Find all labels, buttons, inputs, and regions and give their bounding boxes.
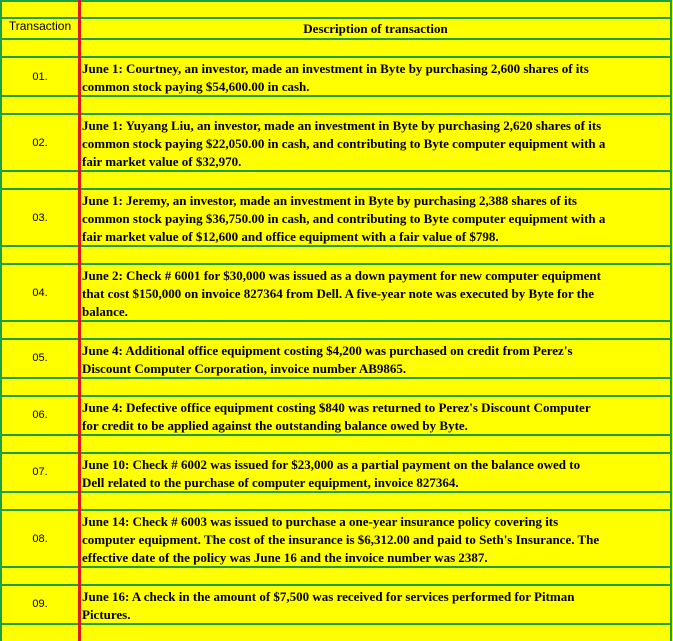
gridline <box>0 38 671 40</box>
transaction-description[interactable] <box>82 513 668 567</box>
description-line: Dell related to the purchase of computer equipment, invoice 827364. <box>82 475 459 490</box>
gridline <box>0 395 671 397</box>
gridline <box>0 0 671 2</box>
description-line: June 1: Jeremy, an investor, made an investment in Byte by purchasing 2,388 shares of its <box>82 193 577 208</box>
transaction-number[interactable]: 04. <box>32 287 48 299</box>
transaction-description[interactable] <box>82 60 668 96</box>
gridline <box>670 0 672 641</box>
transaction-number[interactable]: 08. <box>32 533 48 545</box>
gridline <box>0 56 671 58</box>
description-line: June 10: Check # 6002 was issued for $23,000 as a partial payment on the balance owed to <box>82 457 581 472</box>
transaction-number[interactable]: 01. <box>32 71 48 83</box>
description-line: June 4: Additional office equipment costing $4,200 was purchased on credit from Perez's <box>82 343 573 358</box>
gridline <box>0 452 671 454</box>
gridline <box>0 338 671 340</box>
description-column-header[interactable]: Description of transaction <box>303 21 448 36</box>
description-line: June 1: Courtney, an investor, made an investment in Byte by purchasing 2,600 shares of its <box>82 61 589 76</box>
gridline <box>0 188 671 190</box>
transaction-number[interactable]: 02. <box>32 137 48 149</box>
transaction-description[interactable] <box>82 267 668 321</box>
column-divider <box>78 0 81 641</box>
description-line: fair market value of $12,600 and office equipment with a fair value of $798. <box>82 229 499 244</box>
transaction-description[interactable] <box>82 399 668 435</box>
transaction-number[interactable]: 03. <box>32 212 48 224</box>
transaction-description[interactable] <box>82 117 668 171</box>
gridline <box>0 584 671 586</box>
transaction-number[interactable]: 09. <box>32 598 48 610</box>
transaction-number[interactable]: 07. <box>32 466 48 478</box>
description-line: June 16: A check in the amount of $7,500 was received for services performed for Pitman <box>82 589 575 604</box>
description-line: common stock paying $54,600.00 in cash. <box>82 79 310 94</box>
description-line: computer equipment. The cost of the insurance is $6,312.00 and paid to Seth's Insurance. The <box>82 532 600 547</box>
description-line: June 2: Check # 6001 for $30,000 was issued as a down payment for new computer equipment <box>82 268 601 283</box>
description-line: that cost $150,000 on invoice 827364 from Dell. A five-year note was executed by Byte for the <box>82 286 594 301</box>
transaction-column-header[interactable]: Transaction <box>8 19 72 33</box>
description-line: Pictures. <box>82 607 131 622</box>
gridline <box>0 509 671 511</box>
transaction-description[interactable] <box>82 588 668 624</box>
transaction-number[interactable]: 06. <box>32 409 48 421</box>
description-line: June 1: Yuyang Liu, an investor, made an investment in Byte by purchasing 2,620 shares of its <box>82 118 602 133</box>
description-line: June 14: Check # 6003 was issued to purchase a one-year insurance policy covering its <box>82 514 559 529</box>
gridline <box>0 263 671 265</box>
description-line: for credit to be applied against the outstanding balance owed by Byte. <box>82 418 468 433</box>
description-line: effective date of the policy was June 16 and the invoice number was 2387. <box>82 550 488 565</box>
transaction-description[interactable] <box>82 192 668 246</box>
description-line: balance. <box>82 304 128 319</box>
description-line: common stock paying $22,050.00 in cash, and contributing to Byte computer equipment with a <box>82 136 606 151</box>
gridline <box>0 17 671 19</box>
description-line: fair market value of $32,970. <box>82 154 242 169</box>
transaction-number[interactable]: 05. <box>32 352 48 364</box>
description-line: common stock paying $36,750.00 in cash, and contributing to Byte computer equipment with a <box>82 211 606 226</box>
description-line: June 4: Defective office equipment costing $840 was returned to Perez's Discount Computer <box>82 400 591 415</box>
description-line: Discount Computer Corporation, invoice number AB9865. <box>82 361 407 376</box>
gridline <box>0 113 671 115</box>
transaction-description[interactable] <box>82 456 668 492</box>
transaction-description[interactable] <box>82 342 668 378</box>
